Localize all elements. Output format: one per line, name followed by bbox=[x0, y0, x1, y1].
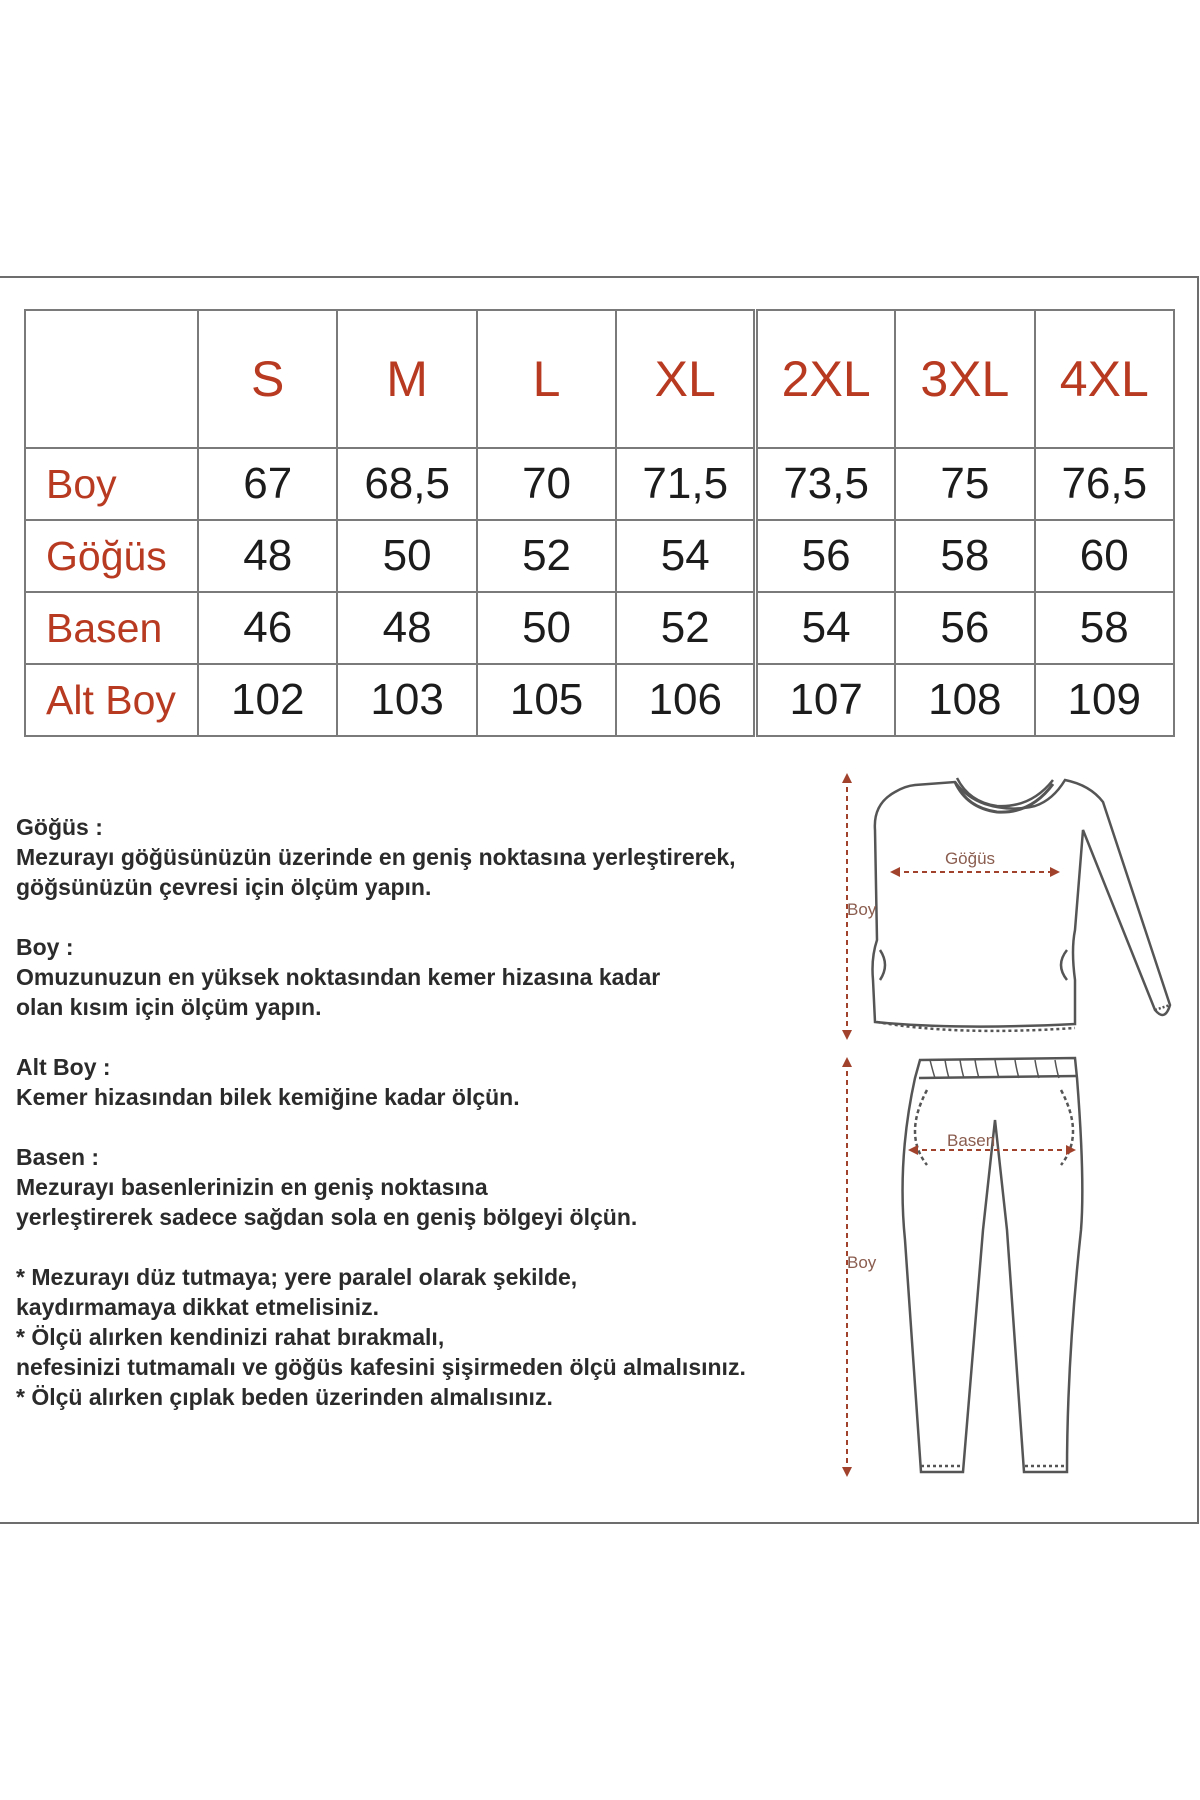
instruction-title: Alt Boy : bbox=[16, 1054, 111, 1080]
note-line: * Ölçü alırken çıplak beden üzerinden almalısınız. bbox=[16, 1384, 553, 1410]
table-cell: 54 bbox=[756, 592, 895, 664]
instruction-text: yerleştirerek sadece sağdan sola en geniş bölgeyi ölçün. bbox=[16, 1204, 638, 1230]
instruction-text: Kemer hizasından bilek kemiğine kadar ölçün. bbox=[16, 1084, 520, 1110]
table-row bbox=[25, 520, 1174, 592]
corner-cell bbox=[25, 310, 198, 448]
row-label-boy: Boy bbox=[25, 448, 198, 520]
garment-diagram-svg bbox=[835, 760, 1195, 1500]
table-cell: 68,5 bbox=[337, 448, 476, 520]
basen-label: Basen bbox=[947, 1131, 996, 1150]
table-cell: 76,5 bbox=[1035, 448, 1174, 520]
measurement-instructions bbox=[16, 812, 876, 1412]
instruction-text: Mezurayı göğüsünüzün üzerinde en geniş noktasına yerleştirerek, bbox=[16, 844, 736, 870]
table-cell: 56 bbox=[756, 520, 895, 592]
note-line: * Mezurayı düz tutmaya; yere paralel olarak şekilde, bbox=[16, 1264, 578, 1290]
instruction-basen bbox=[16, 1142, 876, 1232]
table-cell: 75 bbox=[895, 448, 1034, 520]
table-row bbox=[25, 592, 1174, 664]
table-cell: 67 bbox=[198, 448, 337, 520]
size-table bbox=[24, 309, 1175, 737]
table-cell: 58 bbox=[1035, 592, 1174, 664]
instruction-text: Omuzunuzun en yüksek noktasından kemer hizasına kadar bbox=[16, 964, 661, 990]
table-cell: 46 bbox=[198, 592, 337, 664]
instruction-title: Göğüs : bbox=[16, 814, 103, 840]
instruction-title: Basen : bbox=[16, 1144, 100, 1170]
size-header: M bbox=[337, 310, 476, 448]
table-cell: 54 bbox=[616, 520, 755, 592]
shirt-outline bbox=[873, 778, 1171, 1031]
table-cell: 52 bbox=[477, 520, 616, 592]
table-cell: 52 bbox=[616, 592, 755, 664]
table-cell: 70 bbox=[477, 448, 616, 520]
table-cell: 58 bbox=[895, 520, 1034, 592]
table-cell: 56 bbox=[895, 592, 1034, 664]
table-cell: 107 bbox=[756, 664, 895, 736]
size-header-row bbox=[25, 310, 1174, 448]
boy-label-top: Boy bbox=[847, 900, 877, 919]
table-cell: 73,5 bbox=[756, 448, 895, 520]
instruction-boy bbox=[16, 932, 876, 1022]
table-row bbox=[25, 664, 1174, 736]
instruction-gogus bbox=[16, 812, 876, 902]
table-cell: 106 bbox=[616, 664, 755, 736]
row-label-alt-boy: Alt Boy bbox=[25, 664, 198, 736]
instruction-text: göğsünüzün çevresi için ölçüm yapın. bbox=[16, 874, 432, 900]
table-cell: 48 bbox=[198, 520, 337, 592]
size-header: 3XL bbox=[895, 310, 1034, 448]
row-label-basen: Basen bbox=[25, 592, 198, 664]
size-header: 2XL bbox=[756, 310, 895, 448]
size-header: S bbox=[198, 310, 337, 448]
table-cell: 105 bbox=[477, 664, 616, 736]
boy-label-bottom: Boy bbox=[847, 1253, 877, 1272]
gogus-label: Göğüs bbox=[944, 849, 996, 868]
note-line: kaydırmamaya dikkat etmelisiniz. bbox=[16, 1294, 380, 1320]
table-cell: 71,5 bbox=[616, 448, 755, 520]
pants-outline bbox=[903, 1058, 1083, 1472]
table-row bbox=[25, 448, 1174, 520]
table-cell: 109 bbox=[1035, 664, 1174, 736]
row-label-gogus: Göğüs bbox=[25, 520, 198, 592]
table-cell: 102 bbox=[198, 664, 337, 736]
note-line: nefesinizi tutmamalı ve göğüs kafesini şişirmeden ölçü almalısınız. bbox=[16, 1354, 746, 1380]
table-cell: 50 bbox=[477, 592, 616, 664]
table-cell: 50 bbox=[337, 520, 476, 592]
instruction-text: Mezurayı basenlerinizin en geniş noktasına bbox=[16, 1174, 488, 1200]
size-header: 4XL bbox=[1035, 310, 1174, 448]
size-header: L bbox=[477, 310, 616, 448]
table-cell: 60 bbox=[1035, 520, 1174, 592]
table-cell: 108 bbox=[895, 664, 1034, 736]
note-line: * Ölçü alırken kendinizi rahat bırakmalı, bbox=[16, 1324, 445, 1350]
instruction-text: olan kısım için ölçüm yapın. bbox=[16, 994, 322, 1020]
table-cell: 48 bbox=[337, 592, 476, 664]
instruction-alt-boy bbox=[16, 1052, 876, 1112]
garment-diagram bbox=[835, 760, 1195, 1500]
instruction-title: Boy : bbox=[16, 934, 74, 960]
size-header: XL bbox=[616, 310, 755, 448]
measurement-notes bbox=[16, 1262, 876, 1412]
table-cell: 103 bbox=[337, 664, 476, 736]
